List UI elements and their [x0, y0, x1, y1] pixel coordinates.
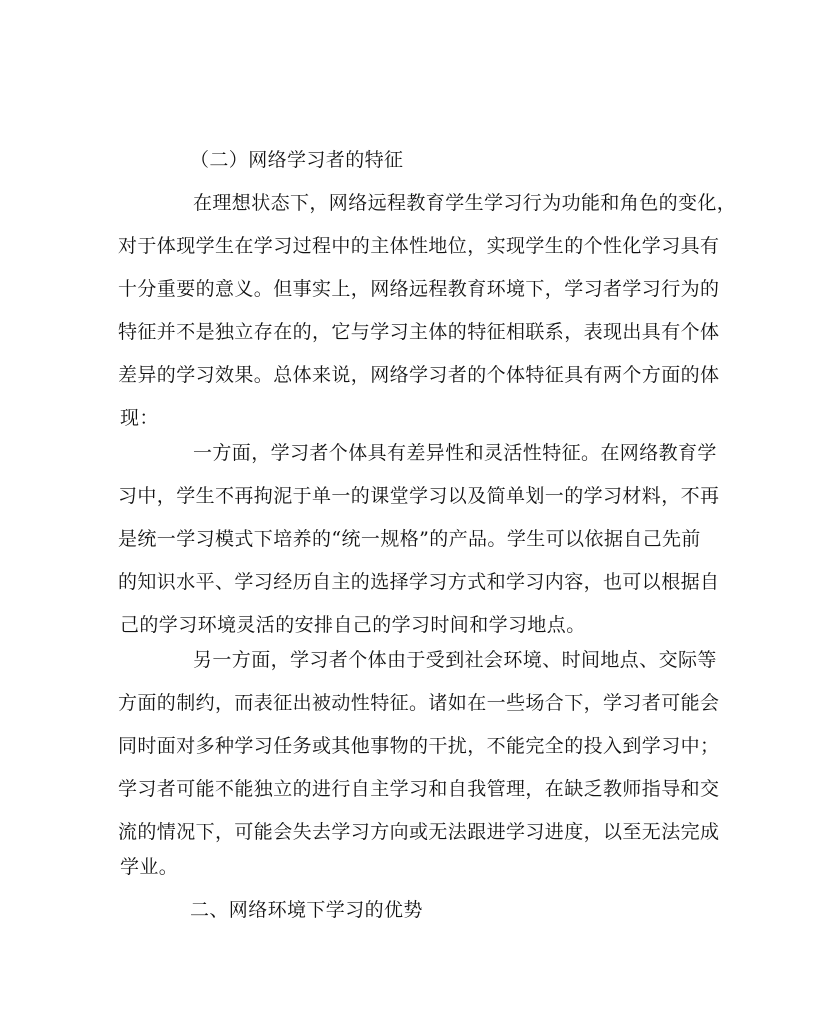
paragraph-line: 的知识水平、学习经历自主的选择学习方式和学习内容，也可以根据自 [118, 571, 720, 593]
paragraph-line: 十分重要的意义。但事实上，网络远程教育环境下，学习者学习行为的 [118, 278, 720, 300]
paragraph-line: 同时面对多种学习任务或其他事物的干扰，不能完全的投入到学习中； [118, 735, 720, 757]
paragraph-line: 另一方面，学习者个体由于受到社会环境、时间地点、交际等 [193, 649, 717, 671]
paragraph-line: 差异的学习效果。总体来说，网络学习者的个体特征具有两个方面的体 [118, 364, 720, 386]
paragraph-line: 是统一学习模式下培养的“统一规格”的产品。学生可以依据自己先前 [118, 528, 701, 550]
paragraph-line: 一方面，学习者个体具有差异性和灵活性特征。在网络教育学 [193, 442, 717, 464]
section-heading: （二）网络学习者的特征 [190, 149, 404, 171]
paragraph-line: 对于体现学生在学习过程中的主体性地位，实现学生的个性化学习具有 [118, 235, 720, 257]
paragraph-line: 学习者可能不能独立的进行自主学习和自我管理，在缺乏教师指导和交 [118, 778, 720, 800]
paragraph-line: 学业。 [120, 856, 179, 878]
section-heading: 二、网络环境下学习的优势 [190, 899, 423, 921]
paragraph-line: 方面的制约，而表征出被动性特征。诸如在一些场合下，学习者可能会 [118, 692, 720, 714]
paragraph-line: 现： [120, 407, 159, 429]
paragraph-line: 习中，学生不再拘泥于单一的课堂学习以及简单划一的学习材料，不再 [118, 485, 720, 507]
paragraph-line: 在理想状态下，网络远程教育学生学习行为功能和角色的变化， [193, 192, 737, 214]
paragraph-line: 特征并不是独立存在的，它与学习主体的特征相联系，表现出具有个体 [118, 321, 720, 343]
paragraph-line: 己的学习环境灵活的安排自己的学习时间和学习地点。 [120, 614, 586, 636]
paragraph-line: 流的情况下，可能会失去学习方向或无法跟进学习进度，以至无法完成 [118, 821, 720, 843]
